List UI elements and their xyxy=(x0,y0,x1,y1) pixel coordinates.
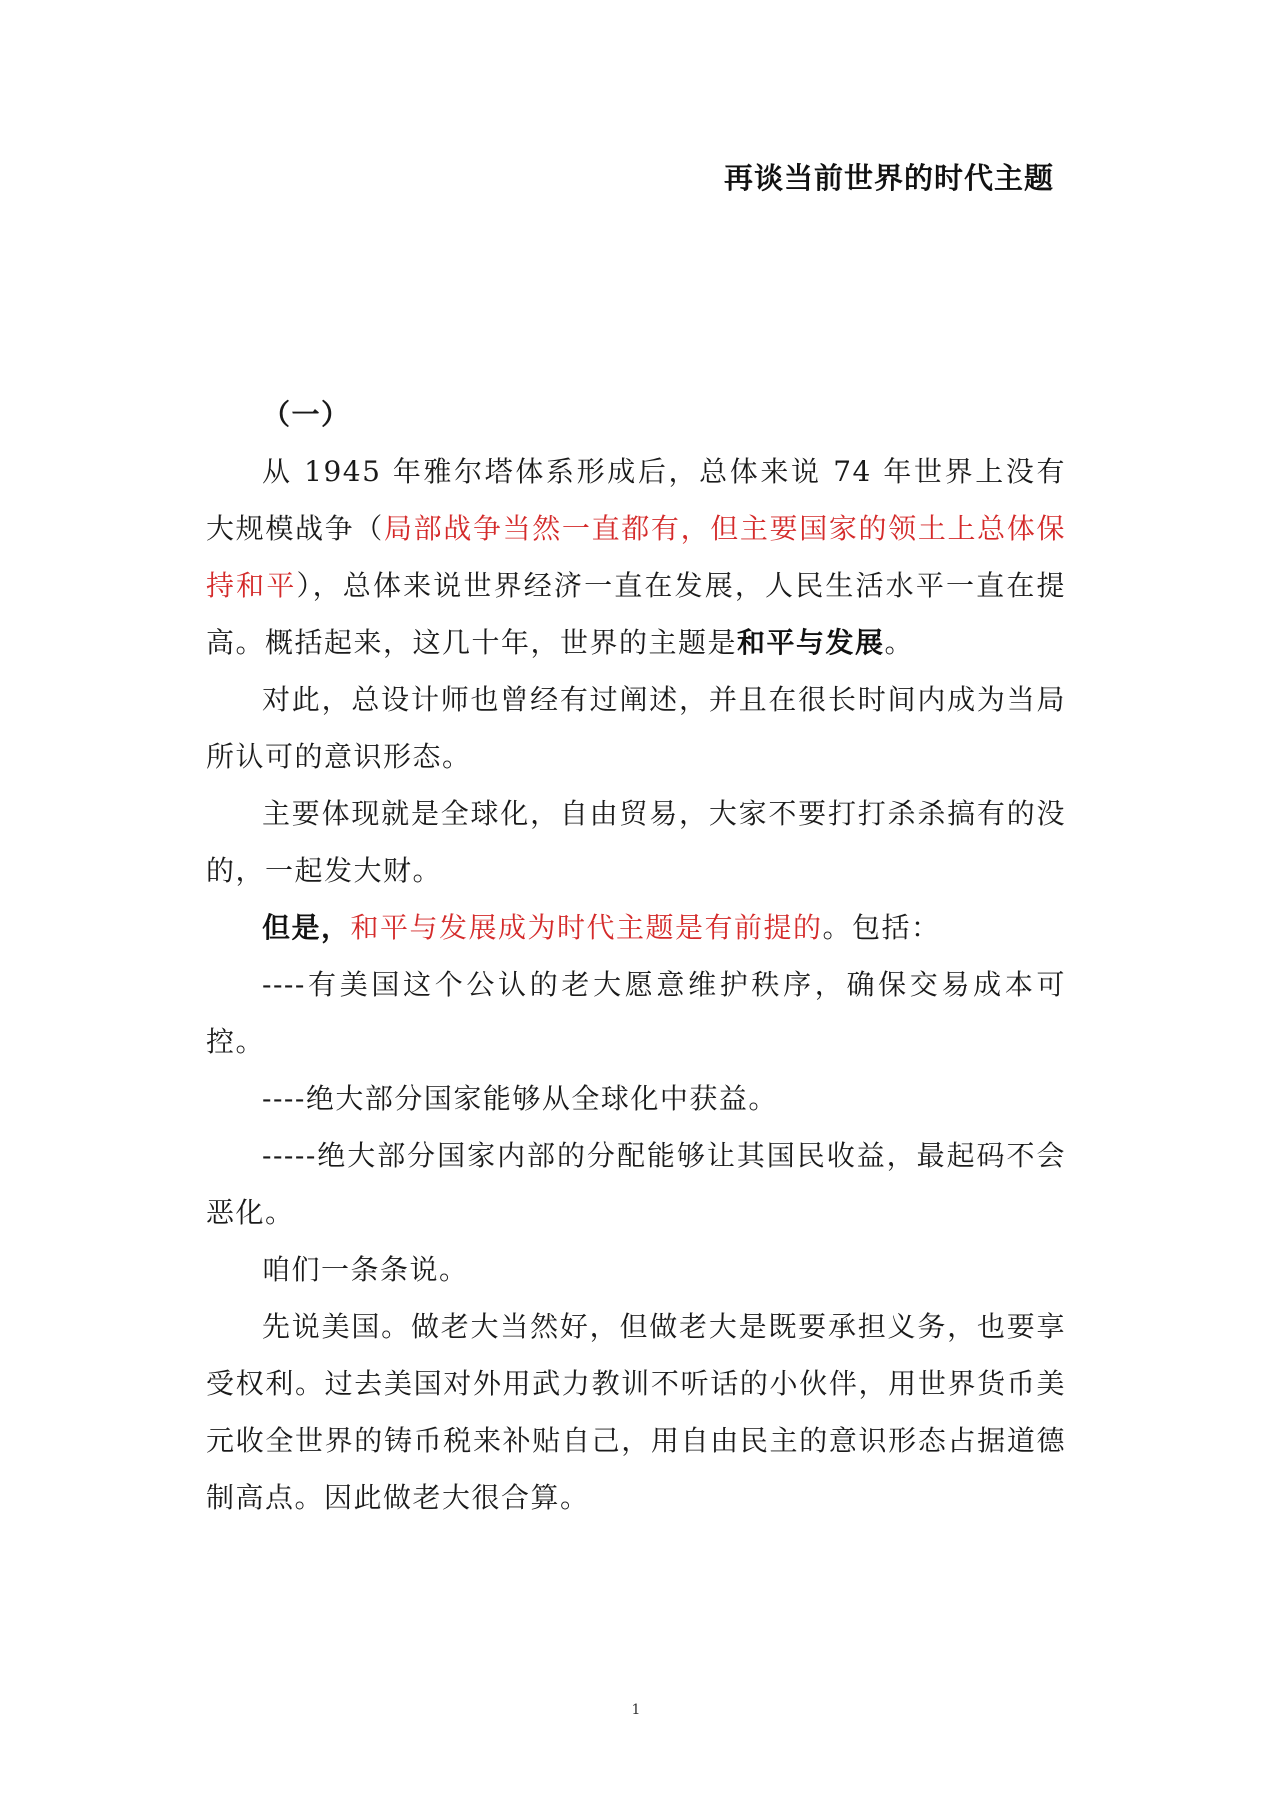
paragraph-1-red-highlight: 局部战争当然一直都有，但主要国家的领土上总体保持和平 xyxy=(206,512,1066,602)
list-item-2: ----绝大部分国家能够从全球化中获益。 xyxy=(262,1082,778,1115)
document-body xyxy=(206,386,1066,1526)
paragraph-8: 咱们一条条说。 xyxy=(262,1253,469,1286)
page-number: 1 xyxy=(631,1702,641,1718)
paragraph-4 xyxy=(206,899,1066,956)
paragraph-2: 对此，总设计师也曾经有过阐述，并且在很长时间内成为当局所认可的意识形态。 xyxy=(206,683,1066,773)
paragraph-1-text-e: 。 xyxy=(884,626,915,659)
list-item-1: ----有美国这个公认的老大愿意维护秩序，确保交易成本可控。 xyxy=(206,968,1066,1058)
paragraph-1-bold-emphasis: 和平与发展 xyxy=(737,626,885,659)
paragraph-3: 主要体现就是全球化，自由贸易，大家不要打打杀杀搞有的没的，一起发大财。 xyxy=(206,797,1066,887)
paragraph-1-text-a: 从 1945 年雅尔塔体系形成后，总体来说 74 年世界上没有大规模战争（ xyxy=(206,455,1066,545)
paragraph-4-red-highlight: 和平与发展成为时代主题是有前提的 xyxy=(350,911,823,944)
paragraph-1 xyxy=(206,443,1066,671)
list-item-3: -----绝大部分国家内部的分配能够让其国民收益，最起码不会恶化。 xyxy=(206,1139,1066,1229)
paragraph-9: 先说美国。做老大当然好，但做老大是既要承担义务，也要享受权利。过去美国对外用武力教训不听话的小伙伴，用世界货币美元收全世界的铸币税来补贴自己，用自由民主的意识形态占据道德制高点。因此做老大很合算。 xyxy=(206,1310,1066,1514)
paragraph-4-text-c: 。包括： xyxy=(822,911,941,944)
paragraph-4-bold-lead: 但是， xyxy=(262,911,351,944)
section-number: （一） xyxy=(262,398,351,431)
page-title: 再谈当前世界的时代主题 xyxy=(723,161,1054,195)
paragraph-1-text-c: ），总体来说世界经济一直在发展，人民生活水平一直在提高。概括起来，这几十年，世界的主题是 xyxy=(206,569,1066,659)
